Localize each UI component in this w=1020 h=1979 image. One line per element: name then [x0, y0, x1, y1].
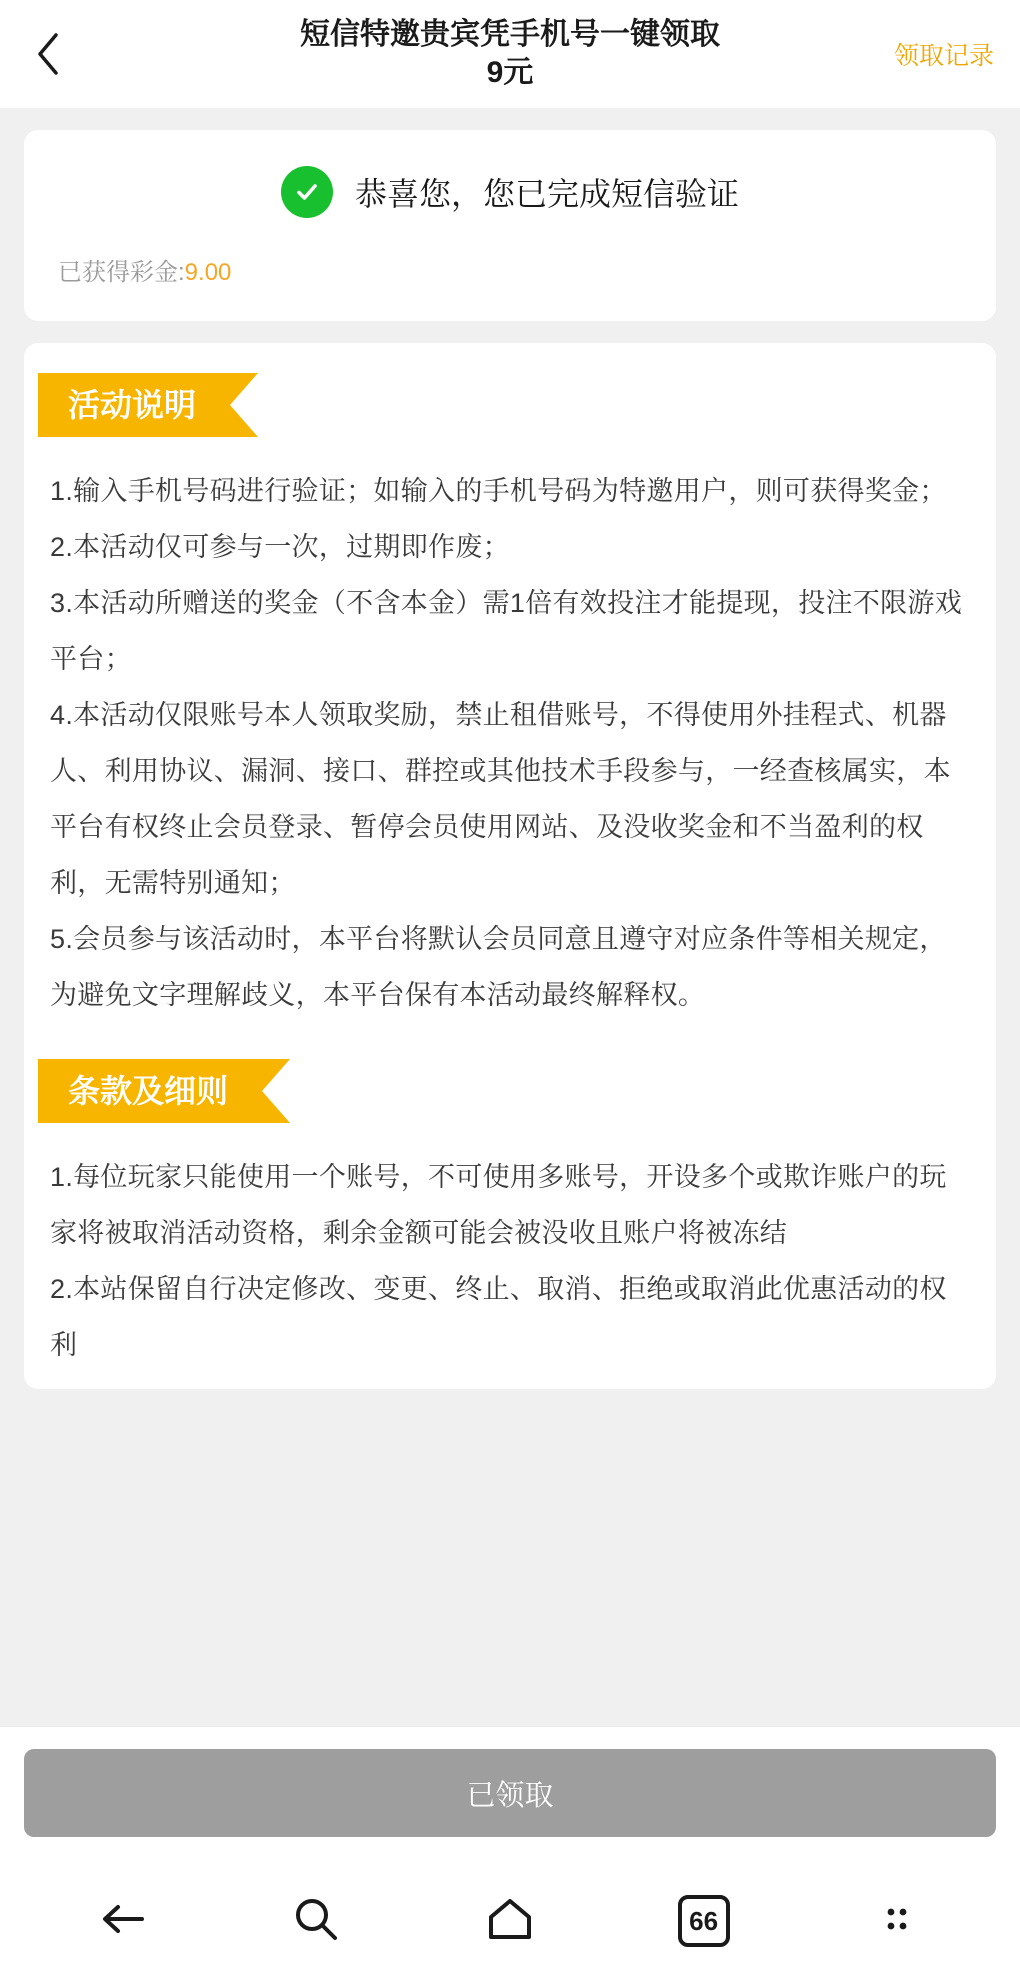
arrow-left-icon: [96, 1892, 150, 1951]
tab-count-badge: 66: [678, 1895, 730, 1947]
rules-card: [24, 343, 996, 1389]
nav-tabs-button[interactable]: [656, 1873, 752, 1969]
success-row: [58, 166, 962, 218]
activity-rules-body: [24, 437, 996, 1029]
bonus-amount-value: 9.00: [184, 259, 232, 286]
cta-container: [0, 1726, 1020, 1863]
rule-paragraph: 5.会员参与该活动时，本平台将默认会员同意且遵守对应条件等相关规定，为避免文字理解歧义，本平台保有本活动最终解释权。: [50, 924, 947, 1010]
verification-success-card: [24, 130, 996, 321]
search-icon: [291, 1894, 341, 1949]
scroll-content[interactable]: [0, 108, 1020, 1726]
nav-search-button[interactable]: [268, 1873, 364, 1969]
success-message: 恭喜您，您已完成短信验证: [354, 176, 739, 212]
claim-records-link[interactable]: 领取记录: [893, 42, 994, 70]
nav-back-button[interactable]: [75, 1873, 171, 1969]
section-banner-activity-rules: 活动说明: [38, 373, 230, 437]
chevron-left-icon: [35, 32, 61, 76]
rule-paragraph: 4.本活动仅限账号本人领取奖励，禁止租借账号，不得使用外挂程式、机器人、利用协议、漏洞、接口、群控或其他技术手段参与，一经查核属实，本平台有权终止会员登录、暂停会员使用网站、及没收奖金和不当盈利的权利，无需特别通知；: [50, 700, 951, 898]
page-title-line2: 9元: [486, 56, 534, 89]
terms-paragraph: 1.每位玩家只能使用一个账号，不可使用多账号，开设多个或欺诈账户的玩家将被取消活动资格，剩余金额可能会被没收且账户将被冻结: [50, 1162, 947, 1248]
bonus-amount-label: 已获得彩金:: [58, 259, 185, 286]
nav-menu-button[interactable]: [849, 1873, 945, 1969]
bonus-amount-row: [58, 252, 962, 287]
page-header: [0, 0, 1020, 108]
back-button[interactable]: [22, 28, 74, 80]
check-circle-icon: [281, 166, 333, 218]
terms-body: [24, 1123, 996, 1379]
more-options-icon: [877, 1899, 917, 1944]
claim-button[interactable]: 已领取: [24, 1749, 996, 1837]
page-title: [200, 0, 820, 108]
rule-paragraph: 2.本活动仅可参与一次，过期即作废；: [50, 532, 510, 562]
section-banner-terms: 条款及细则: [38, 1059, 262, 1123]
rule-paragraph: 3.本活动所赠送的奖金（不含本金）需1倍有效投注才能提现，投注不限游戏平台；: [50, 588, 963, 674]
browser-navbar: [0, 1863, 1020, 1979]
page-title-line1: 短信特邀贵宾凭手机号一键领取: [300, 18, 720, 51]
terms-paragraph: 2.本站保留自行决定修改、变更、终止、取消、拒绝或取消此优惠活动的权利: [50, 1274, 947, 1360]
home-icon: [483, 1892, 537, 1951]
rule-paragraph: 1.输入手机号码进行验证；如输入的手机号码为特邀用户，则可获得奖金；: [50, 476, 947, 506]
nav-home-button[interactable]: [462, 1873, 558, 1969]
